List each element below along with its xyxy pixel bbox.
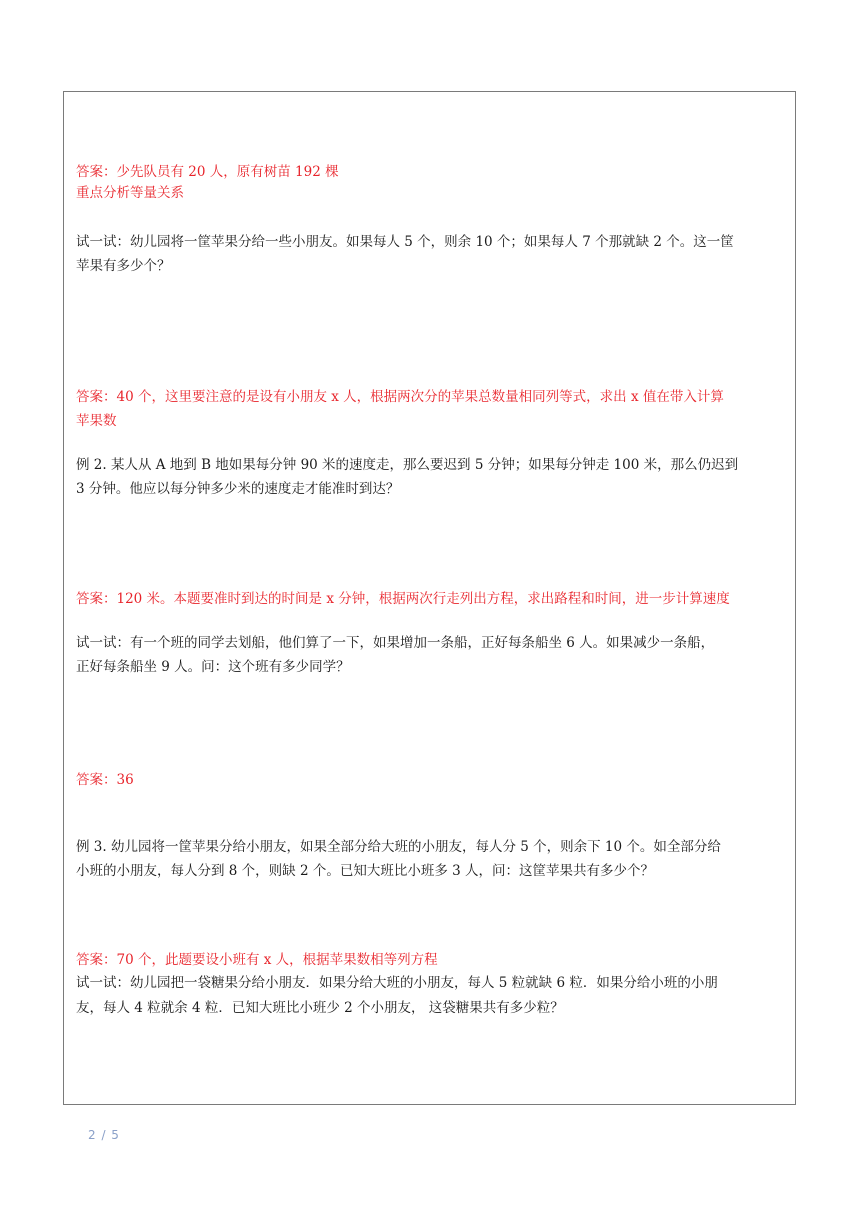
question-line: 友，每人 4 粒就余 4 粒．已知大班比小班少 2 个小朋友， 这袋糖果共有多少粒？: [76, 1000, 564, 1016]
answer-line: 答案：40 个，这里要注意的是设有小朋友 x 人，根据两次分的苹果总数量相同列等式，求出 x 值在带入计算: [76, 389, 724, 405]
question-line: 试一试：幼儿园把一袋糖果分给小朋友．如果分给大班的小朋友，每人 5 粒就缺 6 粒．如果分给小班的小朋: [76, 975, 718, 991]
answer-line: 答案：120 米。本题要准时到达的时间是 x 分钟，根据两次行走列出方程，求出路程和时间，进一步计算速度: [76, 591, 730, 607]
page-number: 2 / 5: [88, 1128, 120, 1142]
question-line: 例 3. 幼儿园将一筐苹果分给小朋友，如果全部分给大班的小朋友，每人分 5 个，则余下 10 个。如全部分给: [76, 839, 721, 855]
question-line: 例 2. 某人从 A 地到 B 地如果每分钟 90 米的速度走，那么要迟到 5 分钟；如果每分钟走 100 米，那么仍迟到: [76, 457, 739, 473]
question-line: 苹果有多少个？: [76, 258, 171, 274]
answer-line: 答案：70 个，此题要设小班有 x 人，根据苹果数相等列方程: [76, 952, 438, 968]
answer-line: 答案：36: [76, 772, 134, 788]
question-line: 正好每条船坐 9 人。问：这个班有多少同学？: [76, 659, 350, 675]
answer-line: 重点分析等量关系: [76, 185, 184, 201]
question-line: 试一试：有一个班的同学去划船，他们算了一下，如果增加一条船，正好每条船坐 6 人。如果减少一条船，: [76, 635, 715, 651]
question-line: 小班的小朋友，每人分到 8 个，则缺 2 个。已知大班比小班多 3 人，问：这筐苹果共有多少个？: [76, 863, 655, 879]
question-line: 3 分钟。他应以每分钟多少米的速度走才能准时到达？: [76, 481, 400, 497]
answer-line: 答案：少先队员有 20 人，原有树苗 192 棵: [76, 164, 339, 180]
answer-line: 苹果数: [76, 413, 117, 429]
question-line: 试一试：幼儿园将一筐苹果分给一些小朋友。如果每人 5 个，则余 10 个；如果每人 7 个那就缺 2 个。这一筐: [76, 234, 734, 250]
